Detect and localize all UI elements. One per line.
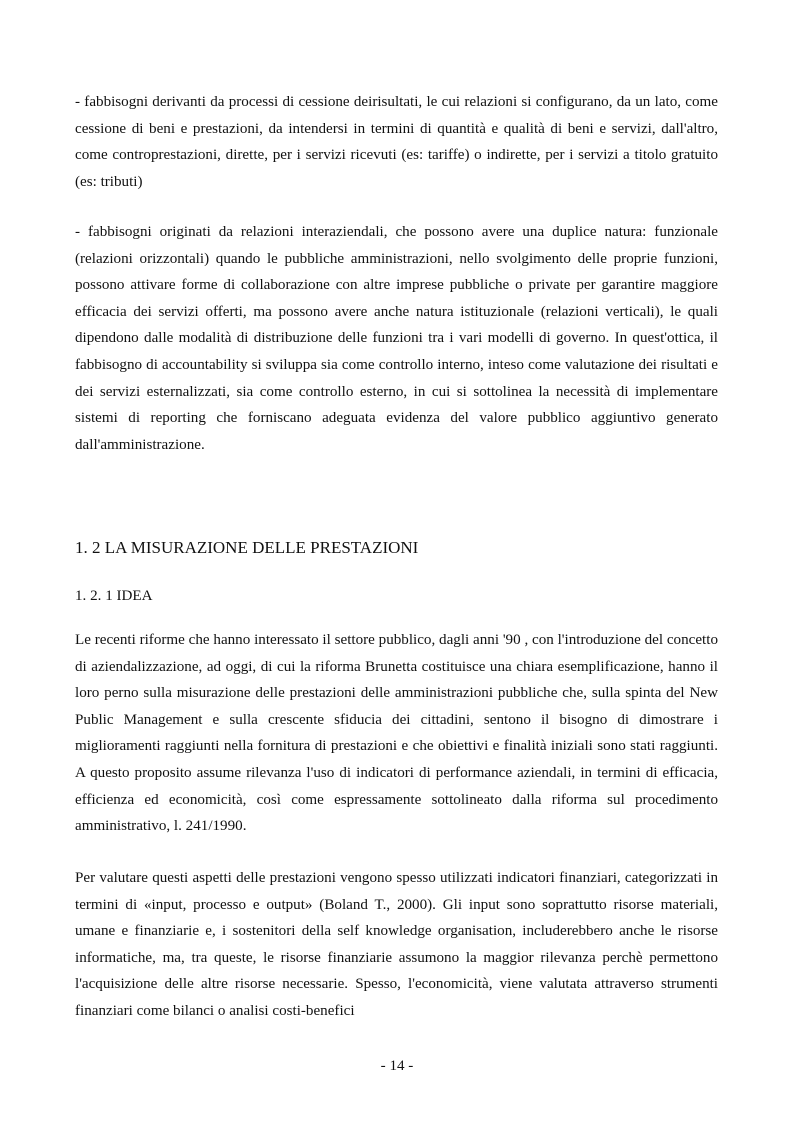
section-heading: 1. 2 LA MISURAZIONE DELLE PRESTAZIONI <box>75 538 419 557</box>
paragraph-indicatori-finanziari: Per valutare questi aspetti delle prestazioni vengono spesso utilizzati indicatori finanziari, categorizzati in termini di «input, processo e output» (Boland T., 2000). Gli input sono soprattutto risorse materiali, umane e finanziarie e, i sostenitori della self knowledge organisation, includerebbero anche le risorse informatiche, ma, tra queste, le risorse finanziarie assumono la maggior rilevanza perchè permettono l'acquisizione delle altre risorse necessarie. Spesso, l'economicità, viene valutata attraverso strumenti finanziari come bilanci o analisi costi-benefici <box>75 870 718 1019</box>
subsection-heading: 1. 2. 1 IDEA <box>75 588 153 604</box>
paragraph-riforme: Le recenti riforme che hanno interessato il settore pubblico, dagli anni '90 , con l'introduzione del concetto di aziendalizzazione, ad oggi, di cui la riforma Brunetta costituisce una chiara esemplificazione, hanno il loro perno sulla misurazione delle prestazioni delle amministrazioni pubbliche che, sulla spinta del New Public Management e sulla crescente sfiducia dei cittadini, sentono il bisogno di dimostrare i miglioramenti raggiunti nella fornitura di prestazioni e che obiettivi e finalità iniziali sono stati raggiunti. A questo proposito assume rilevanza l'uso di indicatori di performance aziendali, in termini di efficacia, efficienza ed economicità, così come espressamente sottolineato dalla riforma sul procedimento amministrativo, l. 241/1990. <box>75 632 718 835</box>
paragraph-cessione-risultati: - fabbisogni derivanti da processi di cessione deirisultati, le cui relazioni si configurano, da un lato, come cessione di beni e prestazioni, da intendersi in termini di quantità e qualità di beni e servizi, dall'altro, come controprestazioni, dirette, per i servizi ricevuti (es: tariffe) o indirette, per i servizi a titolo gratuito (es: tributi) <box>75 94 718 190</box>
page-number: - 14 - <box>380 1058 414 1074</box>
paragraph-relazioni-interaziendali: - fabbisogni originati da relazioni interaziendali, che possono avere una duplice natura: funzionale (relazioni orizzontali) quando le pubbliche amministrazioni, nello svolgimento delle proprie funzioni, possono attivare forme di collaborazione con altre imprese pubbliche o private per garantire maggiore efficacia dei servizi offerti, ma possono avere anche natura istituzionale (relazioni verticali), le quali dipendono dalle modalità di distribuzione delle funzioni tra i vari modelli di governo. In quest'ottica, il fabbisogno di accountability si sviluppa sia come controllo interno, inteso come valutazione dei risultati e dei servizi esternalizzati, sia come controllo esterno, in cui si sottolinea la necessità di implementare sistemi di reporting che forniscano adeguata evidenza del valore pubblico aggiuntivo generato dall'amministrazione. <box>75 224 718 453</box>
